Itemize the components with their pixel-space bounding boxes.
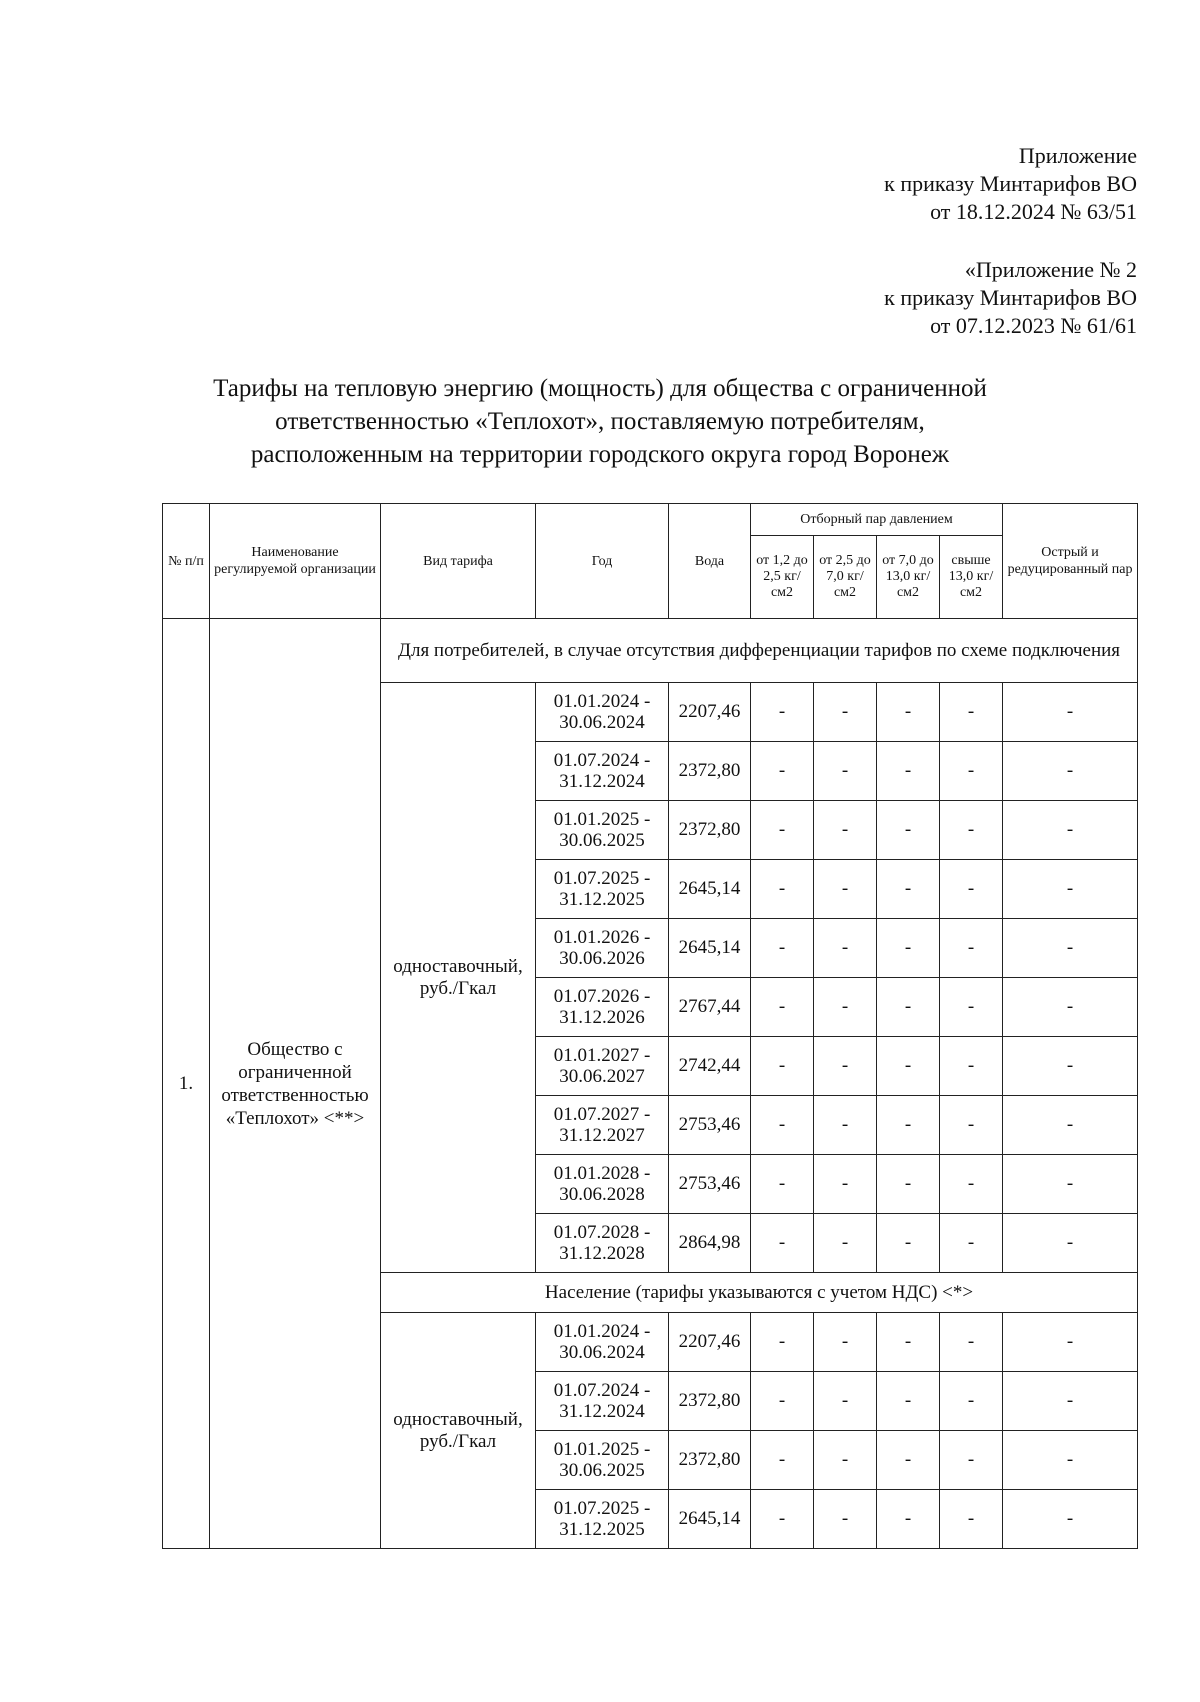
organization-name: Общество с ограниченной ответственностью «Теплохот» <**> [210,619,381,1549]
empty-value-cell: - [814,1155,877,1214]
empty-value-cell: - [877,1214,940,1273]
tariff-table [162,503,1138,1549]
header-steam-group: Отборный пар давлением [751,504,1003,536]
empty-value-cell: - [1003,1155,1138,1214]
empty-value-cell: - [751,801,814,860]
empty-value-cell: - [1003,860,1138,919]
empty-value-cell: - [877,978,940,1037]
period-cell: 01.01.2024 - 30.06.2024 [536,1313,669,1372]
empty-value-cell: - [751,1155,814,1214]
empty-value-cell: - [940,1372,1003,1431]
period-cell: 01.07.2028 - 31.12.2028 [536,1214,669,1273]
empty-value-cell: - [940,919,1003,978]
empty-value-cell: - [877,1096,940,1155]
header-org: Наименование регулируемой организации [210,504,381,619]
empty-value-cell: - [814,919,877,978]
empty-value-cell: - [814,742,877,801]
tariff-type: одноставочный, руб./Гкал [381,683,536,1273]
empty-value-cell: - [814,1490,877,1549]
empty-value-cell: - [940,742,1003,801]
empty-value-cell: - [940,860,1003,919]
water-tariff-cell: 2207,46 [669,1313,751,1372]
empty-value-cell: - [1003,1037,1138,1096]
water-tariff-cell: 2753,46 [669,1155,751,1214]
empty-value-cell: - [940,801,1003,860]
empty-value-cell: - [751,1214,814,1273]
empty-value-cell: - [877,1155,940,1214]
empty-value-cell: - [814,1431,877,1490]
empty-value-cell: - [1003,919,1138,978]
period-cell: 01.07.2025 - 31.12.2025 [536,1490,669,1549]
empty-value-cell: - [751,1372,814,1431]
empty-value-cell: - [1003,1372,1138,1431]
empty-value-cell: - [1003,1313,1138,1372]
empty-value-cell: - [1003,683,1138,742]
appendix-ref-line: «Приложение № 2 [964,257,1137,282]
empty-value-cell: - [1003,1096,1138,1155]
empty-value-cell: - [751,742,814,801]
period-cell: 01.01.2028 - 30.06.2028 [536,1155,669,1214]
header-pressure-p1: от 1,2 до 2,5 кг/см2 [751,536,814,619]
empty-value-cell: - [940,1096,1003,1155]
water-tariff-cell: 2372,80 [669,1372,751,1431]
appendix-ref-line: к приказу Минтарифов ВО [884,285,1137,310]
document-title [150,372,1050,471]
section-title: Население (тарифы указываются с учетом НДС) <*> [381,1273,1138,1313]
empty-value-cell: - [751,1096,814,1155]
period-cell: 01.07.2027 - 31.12.2027 [536,1096,669,1155]
water-tariff-cell: 2645,14 [669,860,751,919]
empty-value-cell: - [814,1214,877,1273]
empty-value-cell: - [940,978,1003,1037]
water-tariff-cell: 2645,14 [669,919,751,978]
row-number: 1. [163,619,210,1549]
empty-value-cell: - [751,1037,814,1096]
period-cell: 01.01.2026 - 30.06.2026 [536,919,669,978]
period-cell: 01.01.2025 - 30.06.2025 [536,801,669,860]
empty-value-cell: - [814,1096,877,1155]
appendix-ref-line: от 07.12.2023 № 61/61 [930,313,1137,338]
water-tariff-cell: 2864,98 [669,1214,751,1273]
empty-value-cell: - [814,1372,877,1431]
header-year: Год [536,504,669,619]
period-cell: 01.07.2024 - 31.12.2024 [536,742,669,801]
empty-value-cell: - [877,1490,940,1549]
empty-value-cell: - [814,1037,877,1096]
empty-value-cell: - [1003,801,1138,860]
empty-value-cell: - [940,1313,1003,1372]
empty-value-cell: - [877,860,940,919]
empty-value-cell: - [1003,742,1138,801]
empty-value-cell: - [877,1372,940,1431]
period-cell: 01.07.2025 - 31.12.2025 [536,860,669,919]
water-tariff-cell: 2372,80 [669,742,751,801]
header-sharp-steam: Острый и редуцированный пар [1003,504,1138,619]
empty-value-cell: - [814,683,877,742]
empty-value-cell: - [940,683,1003,742]
title-line: Тарифы на тепловую энергию (мощность) для общества с ограниченной [213,375,987,402]
empty-value-cell: - [940,1155,1003,1214]
header-pressure-p3: от 7,0 до 13,0 кг/см2 [877,536,940,619]
header-pressure-p4: свыше 13,0 кг/см2 [940,536,1003,619]
empty-value-cell: - [751,919,814,978]
header-row [163,504,1138,536]
empty-value-cell: - [877,801,940,860]
empty-value-cell: - [1003,1214,1138,1273]
empty-value-cell: - [814,978,877,1037]
empty-value-cell: - [877,1313,940,1372]
water-tariff-cell: 2742,44 [669,1037,751,1096]
empty-value-cell: - [940,1037,1003,1096]
empty-value-cell: - [877,919,940,978]
period-cell: 01.01.2027 - 30.06.2027 [536,1037,669,1096]
empty-value-cell: - [751,1313,814,1372]
period-cell: 01.01.2025 - 30.06.2025 [536,1431,669,1490]
water-tariff-cell: 2767,44 [669,978,751,1037]
section-title: Для потребителей, в случае отсутствия дифференциации тарифов по схеме подключения [381,619,1138,683]
water-tariff-cell: 2372,80 [669,801,751,860]
empty-value-cell: - [940,1214,1003,1273]
empty-value-cell: - [751,683,814,742]
title-line: расположенным на территории городского округа город Воронеж [250,441,950,468]
empty-value-cell: - [751,860,814,919]
title-line: ответственностью «Теплохот», поставляемую потребителям, [275,408,925,435]
appendix-line: к приказу Минтарифов ВО [884,171,1137,196]
period-cell: 01.01.2024 - 30.06.2024 [536,683,669,742]
empty-value-cell: - [1003,1431,1138,1490]
period-cell: 01.07.2024 - 31.12.2024 [536,1372,669,1431]
empty-value-cell: - [814,860,877,919]
appendix-line: Приложение [1018,143,1137,168]
empty-value-cell: - [751,978,814,1037]
empty-value-cell: - [877,1037,940,1096]
appendix-reference [884,256,1137,340]
water-tariff-cell: 2207,46 [669,683,751,742]
header-tariff-type: Вид тарифа [381,504,536,619]
empty-value-cell: - [1003,1490,1138,1549]
section-row [163,619,1138,683]
water-tariff-cell: 2753,46 [669,1096,751,1155]
tariff-type: одноставочный, руб./Гкал [381,1313,536,1549]
empty-value-cell: - [940,1490,1003,1549]
empty-value-cell: - [751,1490,814,1549]
header-num: № п/п [163,504,210,619]
empty-value-cell: - [1003,978,1138,1037]
empty-value-cell: - [877,1431,940,1490]
header-water: Вода [669,504,751,619]
period-cell: 01.07.2026 - 31.12.2026 [536,978,669,1037]
water-tariff-cell: 2372,80 [669,1431,751,1490]
appendix-line: от 18.12.2024 № 63/51 [930,199,1137,224]
empty-value-cell: - [940,1431,1003,1490]
header-pressure-p2: от 2,5 до 7,0 кг/см2 [814,536,877,619]
empty-value-cell: - [877,742,940,801]
water-tariff-cell: 2645,14 [669,1490,751,1549]
appendix-header [884,142,1137,226]
empty-value-cell: - [814,1313,877,1372]
empty-value-cell: - [814,801,877,860]
empty-value-cell: - [877,683,940,742]
empty-value-cell: - [751,1431,814,1490]
